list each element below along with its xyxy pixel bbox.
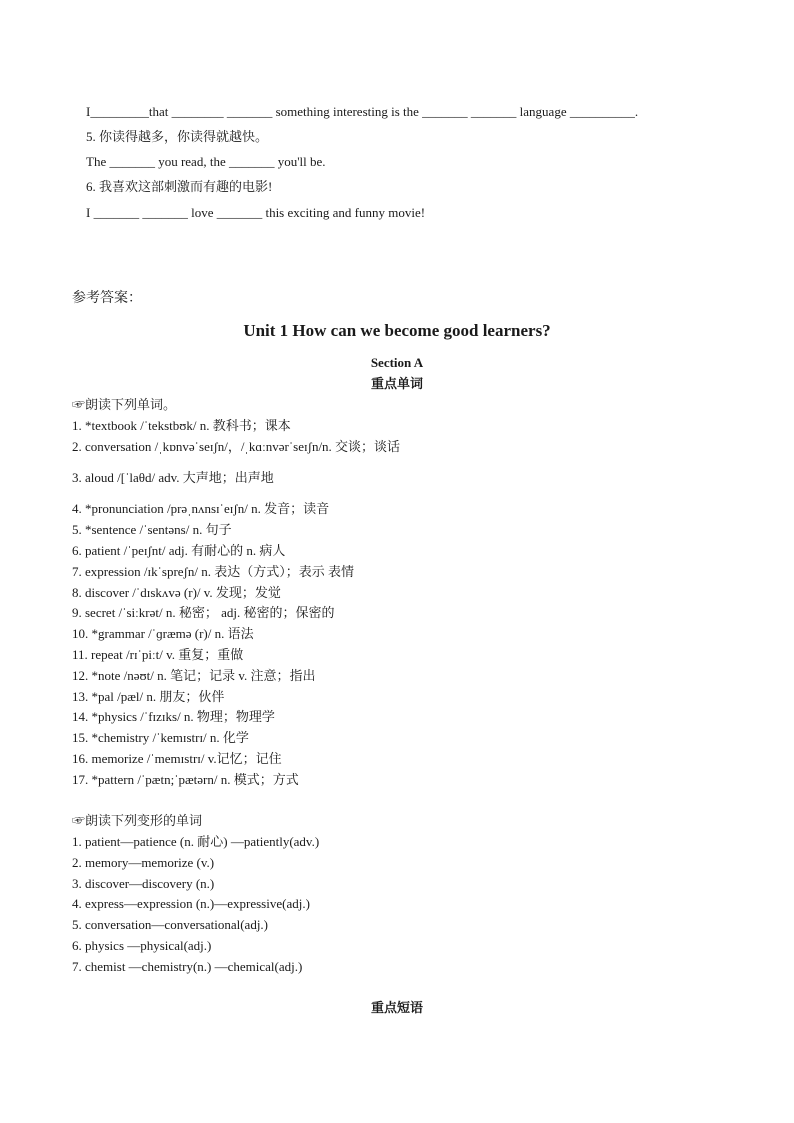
section-label: Section A: [370, 355, 424, 370]
key-phrases-heading: 重点短语: [370, 1000, 423, 1015]
vocab-item: 8. discover /ˈdɪskʌvə (r)/ v. 发现；发觉: [72, 585, 281, 600]
form-item: 4. express—expression (n.)—expressive(adj.): [72, 896, 310, 911]
vocab-item: 10. *grammar /ˈɡræmə (r)/ n. 语法: [72, 626, 254, 641]
vocab-item: 13. *pal /pæl/ n. 朋友；伙伴: [72, 689, 225, 704]
page-title: Unit 1 How can we become good learners?: [243, 321, 551, 340]
exercise-line-4: 6. 我喜欢这部刺激而有趣的电影!: [86, 179, 273, 194]
exercise-line-3: The _______ you read, the _______ you'll be.: [86, 154, 326, 169]
form-item: 6. physics —physical(adj.): [72, 938, 212, 953]
vocab-item: 17. *pattern /ˈpætn;ˈpætərn/ n. 模式；方式: [72, 772, 299, 787]
vocab-item: 1. *textbook /ˈtekstbʊk/ n. 教科书；课本: [72, 418, 291, 433]
vocab-item: 14. *physics /ˈfɪzɪks/ n. 物理；物理学: [72, 709, 275, 724]
vocab-item: 7. expression /ɪkˈspreʃn/ n. 表达（方式）；表示 表情: [72, 564, 355, 579]
vocab-item: 2. conversation /ˌkɒnvəˈseɪʃn/，/ˌkɑːnvərˈseɪʃn/n. 交谈；谈话: [72, 439, 401, 454]
read-words-heading: ☞朗读下列单词。: [72, 397, 177, 412]
answer-label: 参考答案：: [72, 291, 142, 306]
form-item: 3. discover—discovery (n.): [72, 876, 215, 891]
vocab-item: 9. secret /ˈsiːkrət/ n. 秘密； adj. 秘密的；保密的: [72, 605, 335, 620]
vocab-item: 12. *note /nəʊt/ n. 笔记；记录 v. 注意；指出: [72, 668, 316, 683]
forms-heading: ☞朗读下列变形的单词: [72, 813, 203, 828]
vocab-item: 5. *sentence /ˈsentəns/ n. 句子: [72, 522, 232, 537]
key-words-heading: 重点单词: [370, 376, 423, 391]
form-item: 1. patient—patience (n. 耐心) —patiently(adv.): [72, 834, 320, 849]
vocab-item: 6. patient /ˈpeɪʃnt/ adj. 有耐心的 n. 病人: [72, 543, 286, 558]
form-item: 5. conversation—conversational(adj.): [72, 917, 269, 932]
form-item: 2. memory—memorize (v.): [72, 855, 215, 870]
exercise-line-5: I _______ _______ love _______ this exciting and funny movie!: [86, 205, 426, 220]
vocab-item: 11. repeat /rɪˈpiːt/ v. 重复；重做: [72, 647, 244, 662]
exercise-line-2: 5. 你读得越多，你读得就越快。: [86, 129, 269, 144]
exercise-line-1: I_________that ________ _______ something interesting is the _______ _______ language __________.: [86, 104, 639, 119]
vocab-item: 4. *pronunciation /prəˌnʌnsɪˈeɪʃn/ n. 发音；读音: [72, 501, 330, 516]
vocab-item: 16. memorize /ˈmemɪstrɪ/ v.记忆；记住: [72, 751, 282, 766]
form-item: 7. chemist —chemistry(n.) —chemical(adj.): [72, 959, 303, 974]
vocab-item: 15. *chemistry /ˈkemɪstrɪ/ n. 化学: [72, 730, 249, 745]
vocab-item: 3. aloud /[ˈlaθd/ adv. 大声地；出声地: [72, 470, 274, 485]
